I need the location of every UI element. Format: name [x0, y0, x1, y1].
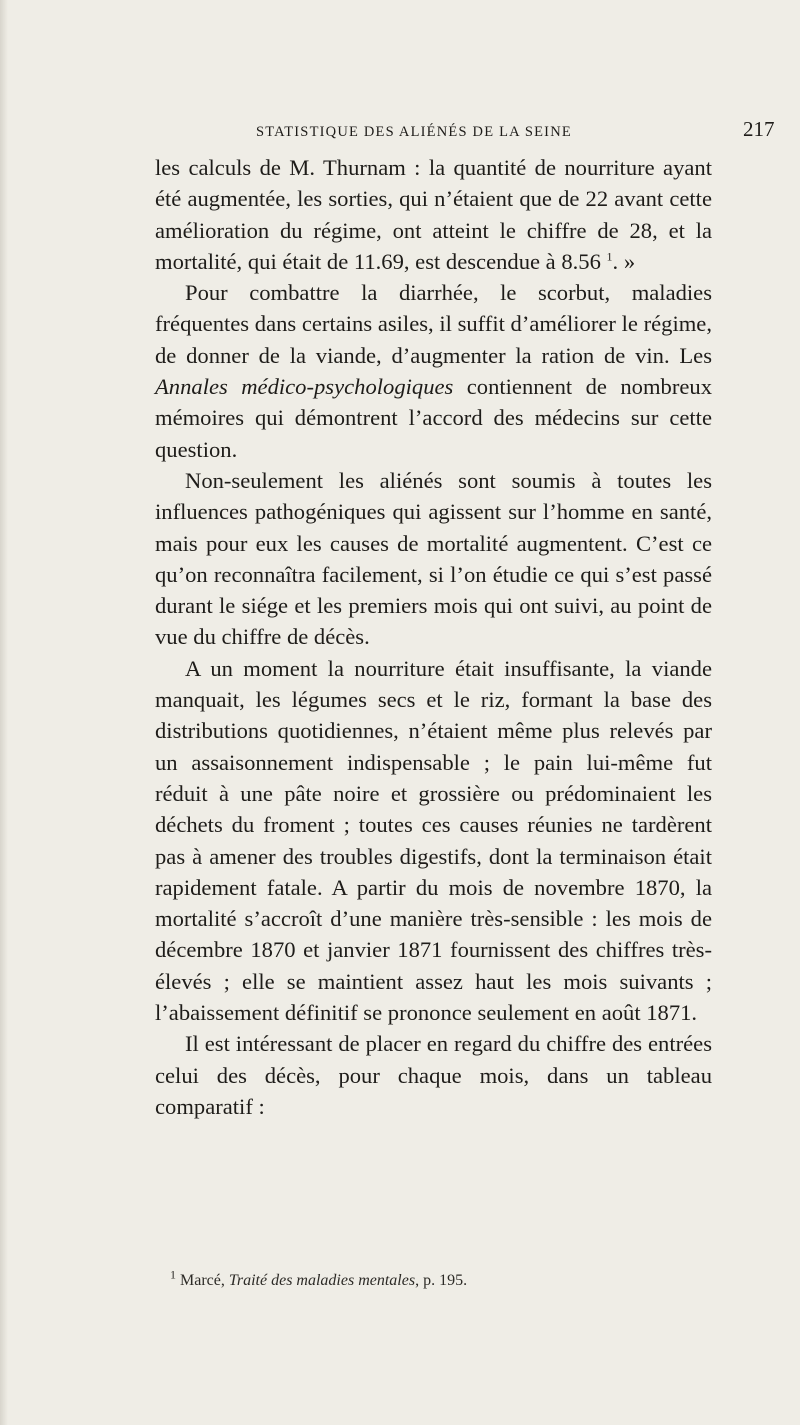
text-run: Il est intéressant de placer en regard du chiffre des entrées celui des décès, pour chaque mois, dans un tableau comparatif :	[155, 1031, 712, 1119]
text-run: les calculs de M. Thurnam : la quantité de nourriture ayant été augmentée, les sorties, qui n’étaient que de 22 avant cette amélioration du régime, ont atteint le chiffre de 28, et la mortalité, qui était de 11.69, est descendue à 8.56	[155, 155, 712, 274]
body-text	[155, 152, 712, 1122]
text-run: contiennent de nombreux mémoires qui démontrent l’accord des médecins sur cette question.	[155, 374, 712, 462]
text-run: A un moment la nourriture était insuffisante, la viande manquait, les légumes secs et le riz, formant la base des distributions quotidiennes, n’étaient même plus relevés par un assaisonnement indispensable ; le pain lui-même fut réduit à une pâte noire et grossière ou prédominaient les déchets du froment ; toutes ces causes réunies ne tardèrent pas à amener des troubles digestifs, dont la terminaison était rapidement fatale. A partir du mois de novembre 1870, la mortalité s’accroît d’une manière très-sensible : les mois de décembre 1870 et janvier 1871 fournissent des chiffres très-élevés ; elle se maintient assez haut les mois suivants ; l’abaissement définitif se prononce seulement en août 1871.	[155, 655, 712, 1026]
paragraph	[155, 152, 712, 277]
text-run: Pour combattre la diarrhée, le scorbut, maladies fréquentes dans certains asiles, il suffit d’améliorer le régime, de donner de la viande, d’augmenter la ration de vin. Les	[155, 280, 712, 368]
paragraph	[155, 1028, 712, 1122]
footnote-author: Marcé,	[180, 1272, 229, 1289]
footnote	[170, 1267, 710, 1291]
page-number: 217	[743, 117, 775, 141]
footnote-rest: , p. 195.	[415, 1272, 468, 1289]
paragraph	[155, 653, 712, 1029]
footnote-reference: 1	[606, 249, 613, 264]
paragraph	[155, 465, 712, 653]
text-run: . »	[612, 248, 636, 274]
italic-text: Annales médico-psychologiques	[155, 374, 454, 400]
footnote-marker: 1	[170, 1267, 176, 1282]
footnote-title: Traité des maladies mentales	[228, 1272, 416, 1289]
running-header: STATISTIQUE DES ALIÉNÉS DE LA SEINE	[256, 124, 572, 140]
paragraph	[155, 277, 712, 465]
text-run: Non-seulement les aliénés sont soumis à toutes les influences pathogéniques qui agissent sur l’homme en santé, mais pour eux les causes de mortalité augmentent. C’est ce qu’on reconnaîtra facilement, si l’on étudie ce qui s’est passé durant le siége et les premiers mois qui ont suivi, au point de vue du chiffre de décès.	[155, 467, 712, 650]
page-binding-shadow	[0, 0, 8, 1425]
